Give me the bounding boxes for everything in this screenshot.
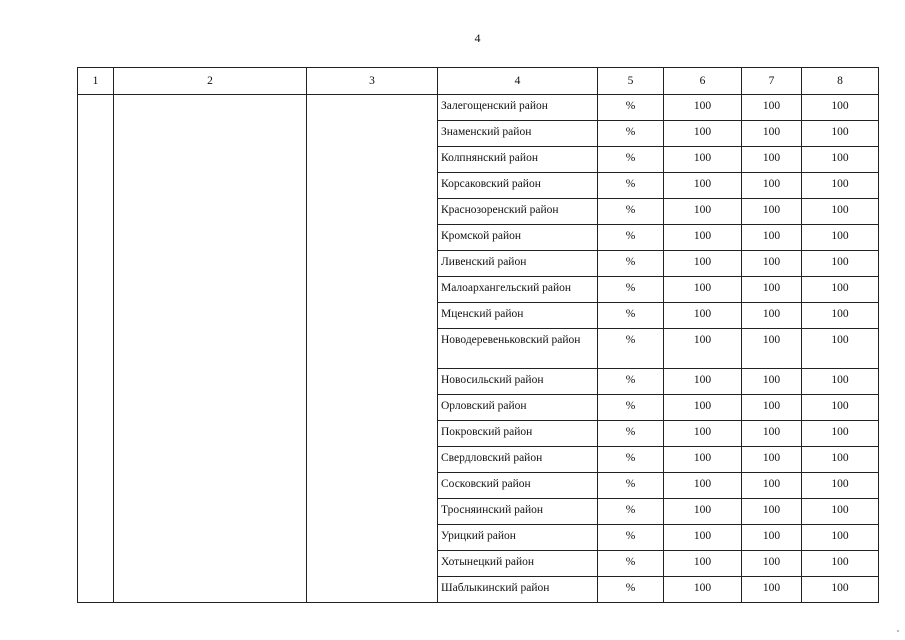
blank-cell-col2 xyxy=(114,95,307,603)
unit-cell: % xyxy=(598,147,664,173)
value-cell-col7: 100 xyxy=(742,525,802,551)
column-header-1: 1 xyxy=(78,68,114,95)
value-cell-col8: 100 xyxy=(802,277,879,303)
unit-cell: % xyxy=(598,225,664,251)
value-cell-col6: 100 xyxy=(664,95,742,121)
district-cell: Кромской район xyxy=(438,225,598,251)
district-cell: Малоархангельский район xyxy=(438,277,598,303)
value-cell-col7: 100 xyxy=(742,121,802,147)
value-cell-col8: 100 xyxy=(802,199,879,225)
unit-cell: % xyxy=(598,303,664,329)
value-cell-col8: 100 xyxy=(802,551,879,577)
value-cell-col7: 100 xyxy=(742,251,802,277)
value-cell-col6: 100 xyxy=(664,121,742,147)
district-cell: Мценский район xyxy=(438,303,598,329)
column-header-5: 5 xyxy=(598,68,664,95)
district-cell: Знаменский район xyxy=(438,121,598,147)
unit-cell: % xyxy=(598,199,664,225)
value-cell-col8: 100 xyxy=(802,329,879,369)
district-cell: Новосильский район xyxy=(438,369,598,395)
blank-cell-col3 xyxy=(307,95,438,603)
value-cell-col8: 100 xyxy=(802,147,879,173)
district-cell: Ливенский район xyxy=(438,251,598,277)
value-cell-col6: 100 xyxy=(664,551,742,577)
unit-cell: % xyxy=(598,173,664,199)
unit-cell: % xyxy=(598,251,664,277)
district-cell: Покровский район xyxy=(438,421,598,447)
unit-cell: % xyxy=(598,329,664,369)
district-cell: Тросняинский район xyxy=(438,499,598,525)
value-cell-col7: 100 xyxy=(742,421,802,447)
district-cell: Хотынецкий район xyxy=(438,551,598,577)
table-header xyxy=(78,68,879,95)
district-cell: Орловский район xyxy=(438,395,598,421)
value-cell-col8: 100 xyxy=(802,395,879,421)
column-header-6: 6 xyxy=(664,68,742,95)
value-cell-col7: 100 xyxy=(742,303,802,329)
value-cell-col6: 100 xyxy=(664,199,742,225)
value-cell-col6: 100 xyxy=(664,225,742,251)
value-cell-col7: 100 xyxy=(742,447,802,473)
table-body xyxy=(78,95,879,603)
table-row xyxy=(78,95,879,121)
district-cell: Свердловский район xyxy=(438,447,598,473)
column-header-3: 3 xyxy=(307,68,438,95)
value-cell-col7: 100 xyxy=(742,199,802,225)
unit-cell: % xyxy=(598,577,664,603)
value-cell-col8: 100 xyxy=(802,251,879,277)
value-cell-col8: 100 xyxy=(802,225,879,251)
value-cell-col6: 100 xyxy=(664,525,742,551)
value-cell-col6: 100 xyxy=(664,577,742,603)
district-cell: Краснозоренский район xyxy=(438,199,598,225)
value-cell-col7: 100 xyxy=(742,277,802,303)
value-cell-col7: 100 xyxy=(742,473,802,499)
unit-cell: % xyxy=(598,121,664,147)
value-cell-col6: 100 xyxy=(664,329,742,369)
value-cell-col6: 100 xyxy=(664,499,742,525)
unit-cell: % xyxy=(598,395,664,421)
value-cell-col7: 100 xyxy=(742,369,802,395)
value-cell-col8: 100 xyxy=(802,421,879,447)
unit-cell: % xyxy=(598,95,664,121)
value-cell-col7: 100 xyxy=(742,551,802,577)
unit-cell: % xyxy=(598,473,664,499)
scan-mark xyxy=(897,630,899,632)
column-header-2: 2 xyxy=(114,68,307,95)
value-cell-col6: 100 xyxy=(664,251,742,277)
unit-cell: % xyxy=(598,369,664,395)
district-cell: Новодеревеньковский район xyxy=(438,329,598,369)
value-cell-col6: 100 xyxy=(664,421,742,447)
value-cell-col7: 100 xyxy=(742,329,802,369)
value-cell-col6: 100 xyxy=(664,173,742,199)
value-cell-col7: 100 xyxy=(742,95,802,121)
value-cell-col8: 100 xyxy=(802,577,879,603)
unit-cell: % xyxy=(598,277,664,303)
value-cell-col6: 100 xyxy=(664,395,742,421)
value-cell-col8: 100 xyxy=(802,525,879,551)
column-header-7: 7 xyxy=(742,68,802,95)
value-cell-col6: 100 xyxy=(664,147,742,173)
value-cell-col7: 100 xyxy=(742,147,802,173)
value-cell-col6: 100 xyxy=(664,473,742,499)
value-cell-col8: 100 xyxy=(802,447,879,473)
blank-cell-col1 xyxy=(78,95,114,603)
value-cell-col8: 100 xyxy=(802,121,879,147)
value-cell-col6: 100 xyxy=(664,303,742,329)
value-cell-col7: 100 xyxy=(742,395,802,421)
district-cell: Корсаковский район xyxy=(438,173,598,199)
unit-cell: % xyxy=(598,447,664,473)
district-cell: Сосковский район xyxy=(438,473,598,499)
value-cell-col7: 100 xyxy=(742,577,802,603)
district-cell: Шаблыкинский район xyxy=(438,577,598,603)
value-cell-col8: 100 xyxy=(802,303,879,329)
value-cell-col6: 100 xyxy=(664,447,742,473)
value-cell-col8: 100 xyxy=(802,95,879,121)
district-cell: Колпнянский район xyxy=(438,147,598,173)
value-cell-col6: 100 xyxy=(664,277,742,303)
district-cell: Урицкий район xyxy=(438,525,598,551)
unit-cell: % xyxy=(598,525,664,551)
value-cell-col7: 100 xyxy=(742,173,802,199)
value-cell-col6: 100 xyxy=(664,369,742,395)
value-cell-col8: 100 xyxy=(802,499,879,525)
value-cell-col8: 100 xyxy=(802,473,879,499)
value-cell-col8: 100 xyxy=(802,369,879,395)
column-header-8: 8 xyxy=(802,68,879,95)
value-cell-col7: 100 xyxy=(742,225,802,251)
data-table xyxy=(77,67,879,603)
unit-cell: % xyxy=(598,551,664,577)
column-header-4: 4 xyxy=(438,68,598,95)
unit-cell: % xyxy=(598,421,664,447)
value-cell-col8: 100 xyxy=(802,173,879,199)
district-cell: Залегощенский район xyxy=(438,95,598,121)
page-number: 4 xyxy=(474,31,481,45)
unit-cell: % xyxy=(598,499,664,525)
value-cell-col7: 100 xyxy=(742,499,802,525)
